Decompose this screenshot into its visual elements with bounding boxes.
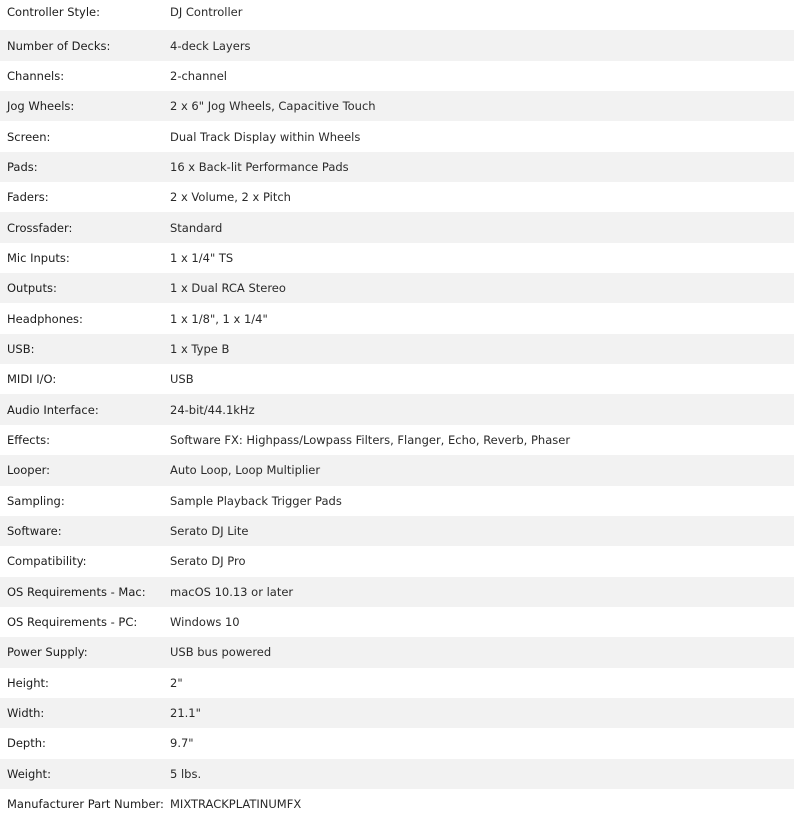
spec-value: 21.1" — [170, 706, 201, 721]
spec-value: 1 x Dual RCA Stereo — [170, 281, 286, 296]
spec-row — [0, 637, 794, 667]
spec-row — [0, 152, 794, 182]
spec-label: Weight: — [7, 766, 51, 781]
spec-row — [0, 486, 794, 516]
spec-row — [0, 303, 794, 333]
spec-value: 16 x Back-lit Performance Pads — [170, 159, 349, 174]
spec-row — [0, 30, 794, 60]
spec-value: 9.7" — [170, 736, 194, 751]
spec-value: MIXTRACKPLATINUMFX — [170, 797, 302, 812]
spec-row — [0, 61, 794, 91]
spec-label: Pads: — [7, 159, 38, 174]
spec-value: macOS 10.13 or later — [170, 584, 294, 599]
spec-row — [0, 698, 794, 728]
spec-row — [0, 334, 794, 364]
spec-row — [0, 455, 794, 485]
spec-label: USB: — [7, 341, 35, 356]
spec-value: 1 x Type B — [170, 341, 230, 356]
spec-row — [0, 91, 794, 121]
spec-label: Depth: — [7, 736, 46, 751]
spec-value: Dual Track Display within Wheels — [170, 129, 361, 144]
spec-label: Mic Inputs: — [7, 250, 70, 265]
spec-value: USB bus powered — [170, 645, 272, 660]
spec-label: Jog Wheels: — [7, 99, 75, 114]
spec-label: Sampling: — [7, 493, 65, 508]
spec-label: Width: — [7, 706, 45, 721]
spec-value: Serato DJ Pro — [170, 554, 246, 569]
spec-label: OS Requirements - PC: — [7, 615, 138, 630]
spec-label: Compatibility: — [7, 554, 87, 569]
spec-label: Channels: — [7, 68, 65, 83]
spec-label: Height: — [7, 675, 49, 690]
spec-row — [0, 0, 794, 30]
spec-value: Standard — [170, 220, 223, 235]
spec-value: USB — [170, 372, 194, 387]
spec-label: Crossfader: — [7, 220, 73, 235]
spec-row — [0, 273, 794, 303]
spec-label: Number of Decks: — [7, 38, 111, 53]
spec-value: DJ Controller — [170, 5, 243, 19]
spec-value: 2 x Volume, 2 x Pitch — [170, 190, 291, 205]
spec-label: Effects: — [7, 432, 50, 447]
spec-label: Headphones: — [7, 311, 83, 326]
spec-value: Auto Loop, Loop Multiplier — [170, 463, 321, 478]
spec-value: 5 lbs. — [170, 766, 202, 781]
spec-row — [0, 212, 794, 242]
spec-label: Power Supply: — [7, 645, 88, 660]
spec-label: Controller Style: — [7, 5, 100, 19]
spec-label: Screen: — [7, 129, 51, 144]
spec-row — [0, 577, 794, 607]
spec-row — [0, 394, 794, 424]
spec-value: Sample Playback Trigger Pads — [170, 493, 342, 508]
spec-value: 1 x 1/4" TS — [170, 250, 234, 265]
spec-value: 4-deck Layers — [170, 38, 251, 53]
spec-row — [0, 121, 794, 151]
spec-label: Audio Interface: — [7, 402, 99, 417]
spec-value: 2" — [170, 675, 183, 690]
spec-row — [0, 789, 794, 813]
spec-label: Manufacturer Part Number: — [7, 797, 164, 812]
spec-row — [0, 546, 794, 576]
spec-row — [0, 364, 794, 394]
spec-label: Looper: — [7, 463, 51, 478]
spec-label: Software: — [7, 524, 62, 539]
spec-row — [0, 607, 794, 637]
spec-value: 24-bit/44.1kHz — [170, 402, 255, 417]
spec-row — [0, 516, 794, 546]
spec-label: Outputs: — [7, 281, 57, 296]
spec-row — [0, 182, 794, 212]
spec-label: Faders: — [7, 190, 49, 205]
spec-row — [0, 243, 794, 273]
spec-row — [0, 668, 794, 698]
spec-value: Windows 10 — [170, 615, 240, 630]
spec-value: Software FX: Highpass/Lowpass Filters, Flanger, Echo, Reverb, Phaser — [170, 432, 571, 447]
spec-row — [0, 759, 794, 789]
spec-label: MIDI I/O: — [7, 372, 57, 387]
spec-label: OS Requirements - Mac: — [7, 584, 146, 599]
spec-value: Serato DJ Lite — [170, 524, 249, 539]
spec-row — [0, 425, 794, 455]
spec-row — [0, 728, 794, 758]
spec-value: 2 x 6" Jog Wheels, Capacitive Touch — [170, 99, 376, 114]
spec-value: 1 x 1/8", 1 x 1/4" — [170, 311, 268, 326]
spec-value: 2-channel — [170, 68, 227, 83]
